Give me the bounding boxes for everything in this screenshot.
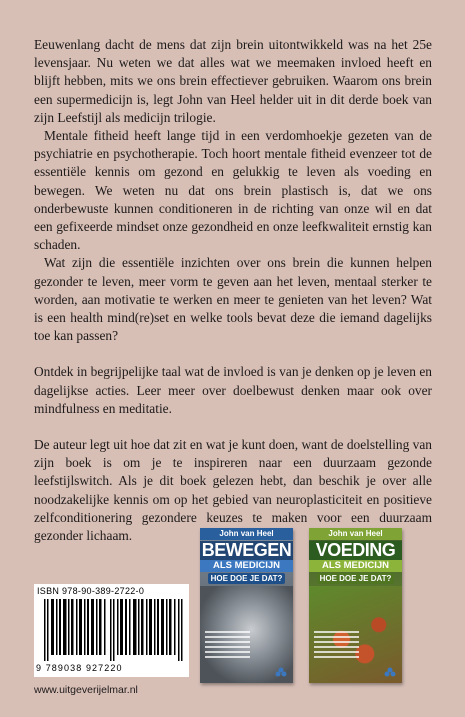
book-subtitle: ALS MEDICIJN [309,560,402,572]
isbn-barcode-block [34,584,189,677]
publisher-website: www.uitgeverijelmar.nl [34,684,138,696]
book-cover-bewegen [200,528,293,683]
barcode-digits: 9 789038 927220 [36,663,123,673]
paragraph-mental-fitness: Mentale fitheid heeft lange tijd in een verdomhoekje gezeten van de psychiatrie en psychotherapie. Toch hoort mentale fitheid evenzeer tot de essentiële kennis om gezond en gelukkig te leven als voeding en bewegen. We weten nu dat ons brein plastisch is, dat we ons onderbewuste kunnen conditioneren in de richting van onze wil en dat een gefixeerde mindset onze gezondheid en onze leefkwaliteit ernstig kan schaden. [34,128,432,253]
paragraph-intro: Eeuwenlang dacht de mens dat zijn brein uitontwikkeld was na het 25e levensjaar. Nu weten we dat alles wat we meemaken invloed heeft en blijft hebben, mits we ons brein effectiever gebruiken. Waarom ons brein een supermedicijn is, legt John van Heel helder uit in dit derde boek van zijn Leefstijl als medicijn trilogie. [34,37,432,125]
paragraph-discover: Ontdek in begrijpelijke taal wat de invloed is van je denken op je leven en dagelijkse acties. Leer meer over doelbewust denken maar ook over mindfulness en meditatie. [34,364,432,416]
book-author: John van Heel [200,528,293,540]
isbn-label: ISBN 978-90-389-2722-0 [37,586,145,596]
back-cover-text [34,36,432,545]
cover-bullet-lines [205,628,250,661]
cover-bullet-lines [314,628,359,661]
publisher-logo-icon [384,667,396,677]
book-title: VOEDING [309,541,402,560]
book-author: John van Heel [309,528,402,540]
book-cover-voeding [309,528,402,683]
book-question: HOE DOE JE DAT? [208,573,285,584]
publisher-logo-icon [275,667,287,677]
paragraph-insights: Wat zijn die essentiële inzichten over ons brein die kunnen helpen gezonder te leven, meer vorm te geven aan het leven, mentaal sterker te worden, aan motivatie te werken en meer te genieten van het leven? Wat is een health mind(re)set en welke tools bevat deze die iemand dagelijks toe kan passen? [34,255,432,344]
paragraph-author: De auteur legt uit hoe dat zit en wat je kunt doen, want de doelstelling van zijn boek is om je te inspireren naar een duurzaam gezonde leefstijlswitch. Als je dit boek gelezen hebt, dan beschik je over alle noodzakelijke kennis om op het gebied van neuroplasticiteit en positieve zelfconditionering gezondere keuzes te maken voor een duurzaam gezonder lichaam. [34,437,432,544]
book-question: HOE DOE JE DAT? [317,573,394,584]
book-subtitle: ALS MEDICIJN [200,560,293,572]
book-title: BEWEGEN [201,540,292,560]
barcode-icon [44,599,184,661]
